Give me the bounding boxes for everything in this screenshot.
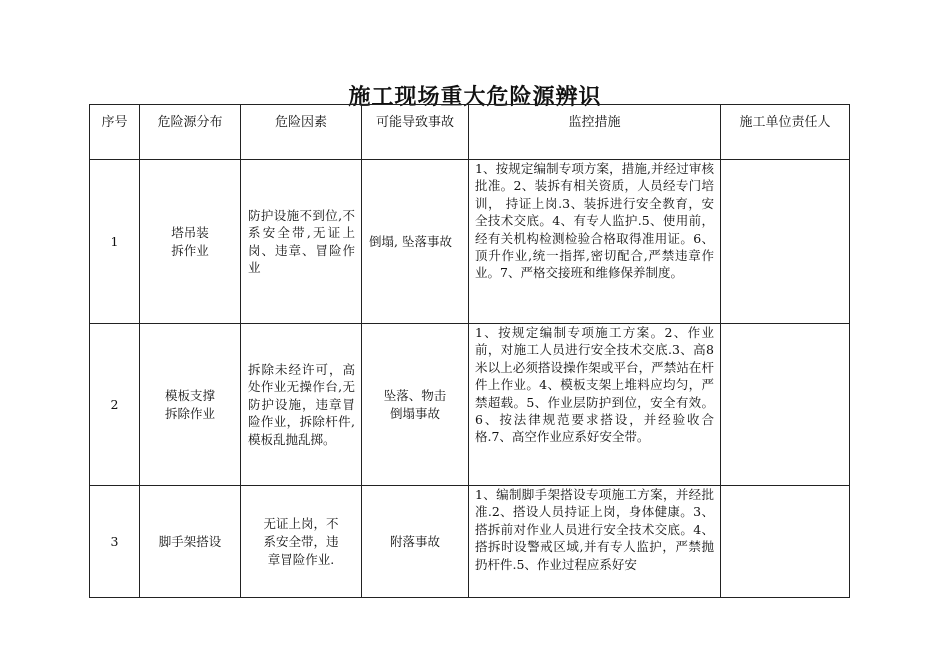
row-serial-number: 3: [90, 486, 140, 598]
header-serial-number: 序号: [90, 105, 140, 160]
header-responsible-person: 施工单位责任人: [721, 105, 850, 160]
row-hazard-source: 模板支撑 拆除作业: [140, 324, 241, 486]
header-possible-accident: 可能导致事故: [362, 105, 469, 160]
table-header-row: [90, 105, 850, 160]
row-possible-accident: 倒塌, 坠落事故: [362, 160, 469, 324]
row-hazard-factors: 无证上岗，不 系安全带，违 章冒险作业.: [241, 486, 362, 598]
header-control-measures: 监控措施: [469, 105, 721, 160]
table-row: [90, 160, 850, 324]
row-hazard-source: 脚手架搭设: [140, 486, 241, 598]
row-responsible-person: [721, 324, 850, 486]
row-control-measures: 1、按规定编制专项方案，措施,并经过审核批准。2、装拆有相关资质，人员经专门培训， 持证上岗.3、装拆进行安全教育，安全技术交底。4、有专人监护.5、使用前，经有关机构检测检验合格取得准用证。6、顶升作业,统一指挥,密切配合,严禁违章作业。7、严格交接班和维修保养制度。: [469, 160, 721, 324]
row-hazard-factors: 拆除未经许可，高处作业无操作台,无防护设施，违章冒险作业，拆除杆件,模板乱抛乱掷。: [241, 324, 362, 486]
row-possible-accident: 附落事故: [362, 486, 469, 598]
header-hazard-source: 危险源分布: [140, 105, 241, 160]
row-control-measures: 1、按规定编制专项施工方案。2、作业前，对施工人员进行安全技术交底.3、高8米以上必须搭设操作架或平台，严禁站在杆件上作业。4、模板支架上堆料应均匀，严禁超载。5、作业层防护到位，安全有效。6、按法律规范要求搭设，并经验收合格.7、高空作业应系好安全带。: [469, 324, 721, 486]
row-control-measures: [469, 486, 721, 598]
row-serial-number: 2: [90, 324, 140, 486]
row-possible-accident: 坠落、物击 倒塌事故: [362, 324, 469, 486]
document-title: 施工现场重大危险源辨识: [348, 84, 602, 110]
row-control-measures-text: 1、编制脚手架搭设专项施工方案，并经批准.2、搭设人员持证上岗，身体健康。3、搭拆前对作业人员进行安全技术交底。4、搭拆时设警戒区域,并有专人监护，严禁抛扔杆件.5、作业过程应系好安: [475, 487, 714, 572]
row-serial-number: 1: [90, 160, 140, 324]
row-hazard-source: 塔吊装 拆作业: [140, 160, 241, 324]
hazard-table: [89, 104, 850, 598]
row-responsible-person: [721, 486, 850, 598]
table-row: [90, 486, 850, 598]
row-hazard-factors: 防护设施不到位,不系安全带,无证上岗、违章、冒险作业: [241, 160, 362, 324]
header-hazard-factors: 危险因素: [241, 105, 362, 160]
table-row: [90, 324, 850, 486]
row-responsible-person: [721, 160, 850, 324]
